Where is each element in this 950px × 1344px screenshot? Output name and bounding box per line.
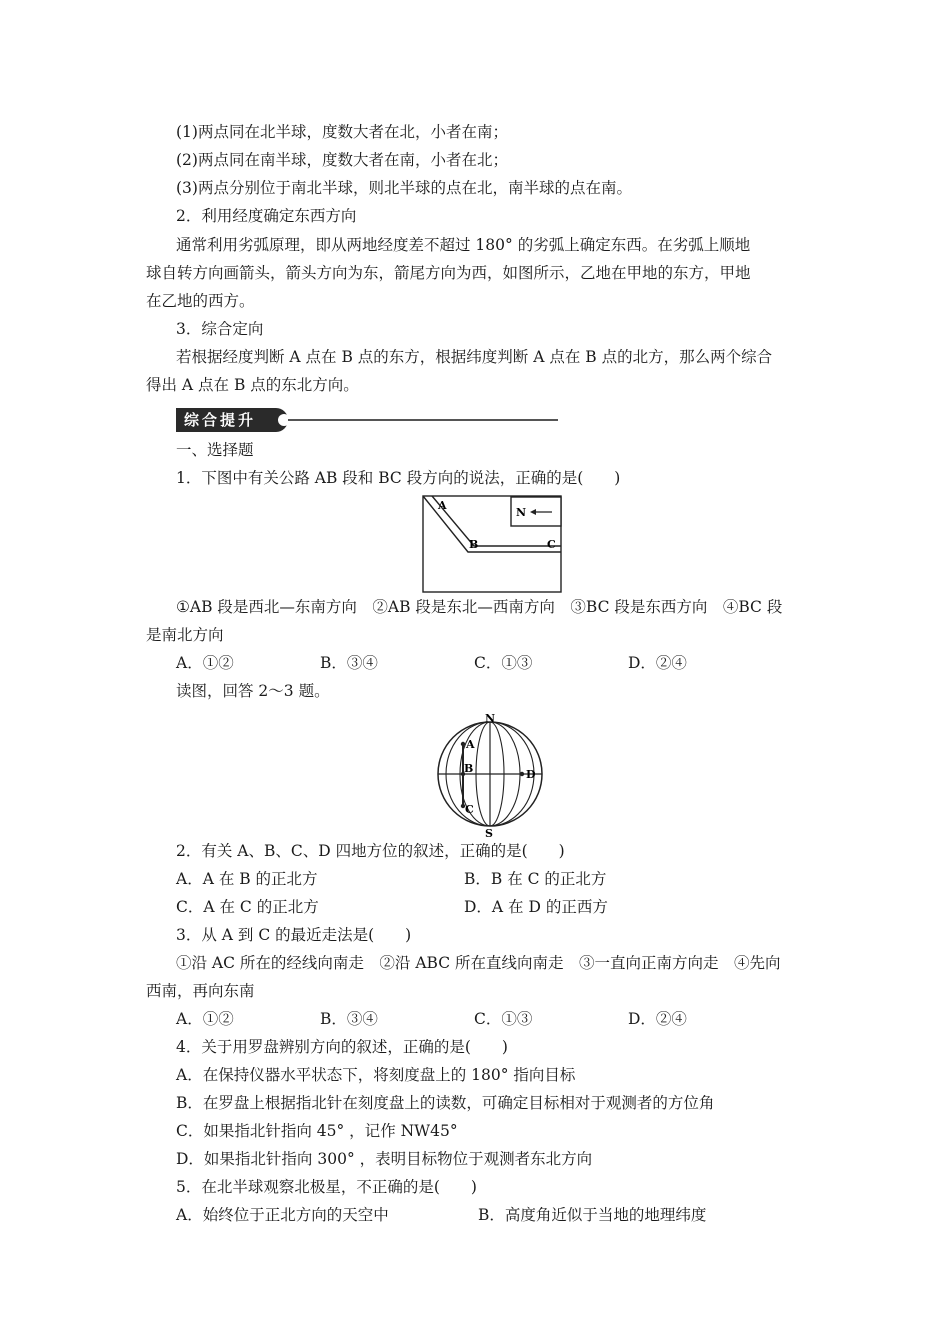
globe-figure: [430, 712, 550, 842]
globe-point-d: [520, 772, 524, 776]
lat-rule-3: (3)两点分别位于南北半球，则北半球的点在北，南半球的点在南。: [176, 179, 632, 197]
q3-statements-2: 西南，再向东南: [146, 982, 255, 1000]
q2-stem: 2．有关 A、B、C、D 四地方位的叙述，正确的是( ): [176, 842, 565, 860]
banner-rule: [288, 419, 558, 421]
lat-rule-2: (2)两点同在南半球，度数大者在南，小者在北；: [176, 151, 508, 169]
sec3-body-2: 得出 A 点在 B 点的东北方向。: [146, 376, 359, 394]
q3-option-c[interactable]: C．①③: [474, 1010, 533, 1028]
sec3-body-1: 若根据经度判断 A 点在 B 点的东方，根据纬度判断 A 点在 B 点的北方，那么两个综合: [176, 348, 773, 366]
q2-option-c[interactable]: C．A 在 C 的正北方: [176, 898, 319, 916]
sec2-body-2: 球自转方向画箭头，箭头方向为东，箭尾方向为西，如图所示，乙地在甲地的东方，甲地: [146, 264, 751, 282]
q1-option-a[interactable]: A．①②: [176, 654, 234, 672]
q3-option-a[interactable]: A．①②: [176, 1010, 234, 1028]
globe-label-a: A: [466, 738, 475, 751]
q1-road-figure: [420, 494, 564, 594]
q1-label-a: A: [438, 499, 447, 512]
banner-label: 综合提升: [176, 408, 288, 432]
q4-option-c[interactable]: C．如果指北针指向 45° ，记作 NW45°: [176, 1122, 458, 1140]
q5-stem: 5．在北半球观察北极星，不正确的是( ): [176, 1178, 477, 1196]
lat-rule-1: (1)两点同在北半球，度数大者在北，小者在南；: [176, 123, 508, 141]
section-title: 一、选择题: [176, 441, 254, 459]
sec2-body-1: 通常利用劣弧原理，即从两地经度差不超过 180° 的劣弧上确定东西。在劣弧上顺地: [176, 236, 751, 254]
q1-label-b: B: [469, 538, 479, 551]
q1-stem: 1．下图中有关公路 AB 段和 BC 段方向的说法，正确的是( ): [176, 469, 621, 487]
q1-label-c: C: [547, 538, 556, 551]
globe-label-s: S: [485, 827, 493, 840]
q1-option-c[interactable]: C．①③: [474, 654, 533, 672]
globe-label-n: N: [485, 712, 496, 725]
globe-label-d: D: [526, 768, 536, 781]
q1-option-b[interactable]: B．③④: [320, 654, 378, 672]
globe-point-a: [461, 742, 465, 746]
q2-option-d[interactable]: D．A 在 D 的正西方: [464, 898, 608, 916]
globe-label-c: C: [465, 803, 474, 816]
q3-statements-1: ①沿 AC 所在的经线向南走 ②沿 ABC 所在直线向南走 ③一直向正南方向走 ④先向: [176, 954, 781, 972]
q5-option-b[interactable]: B．高度角近似于当地的地理纬度: [478, 1206, 707, 1224]
q3-option-d[interactable]: D．②④: [628, 1010, 687, 1028]
q1-statements-2: 是南北方向: [146, 626, 224, 644]
q1-label-n: N: [516, 506, 527, 519]
q4-option-d[interactable]: D．如果指北针指向 300° ，表明目标物位于观测者东北方向: [176, 1150, 593, 1168]
section-banner: [176, 408, 558, 432]
q3-option-b[interactable]: B．③④: [320, 1010, 378, 1028]
sec3-title: 3．综合定向: [176, 320, 264, 338]
q2-option-a[interactable]: A．A 在 B 的正北方: [176, 870, 318, 888]
sec2-title: 2．利用经度确定东西方向: [176, 207, 357, 225]
q4-option-a[interactable]: A．在保持仪器水平状态下，将刻度盘上的 180° 指向目标: [176, 1066, 576, 1084]
sec2-body-3: 在乙地的西方。: [146, 292, 255, 310]
read-figure-prompt: 读图，回答 2～3 题。: [176, 682, 330, 700]
q1-statements-1: ①AB 段是西北—东南方向 ②AB 段是东北—西南方向 ③BC 段是东西方向 ④BC 段: [176, 598, 783, 616]
q3-stem: 3．从 A 到 C 的最近走法是( ): [176, 926, 412, 944]
globe-label-b: B: [464, 762, 474, 775]
q4-option-b[interactable]: B．在罗盘上根据指北针在刻度盘上的读数，可确定目标相对于观测者的方位角: [176, 1094, 715, 1112]
q5-option-a[interactable]: A．始终位于正北方向的天空中: [176, 1206, 389, 1224]
q1-option-d[interactable]: D．②④: [628, 654, 687, 672]
q4-stem: 4．关于用罗盘辨别方向的叙述，正确的是( ): [176, 1038, 508, 1056]
q2-option-b[interactable]: B．B 在 C 的正北方: [464, 870, 607, 888]
